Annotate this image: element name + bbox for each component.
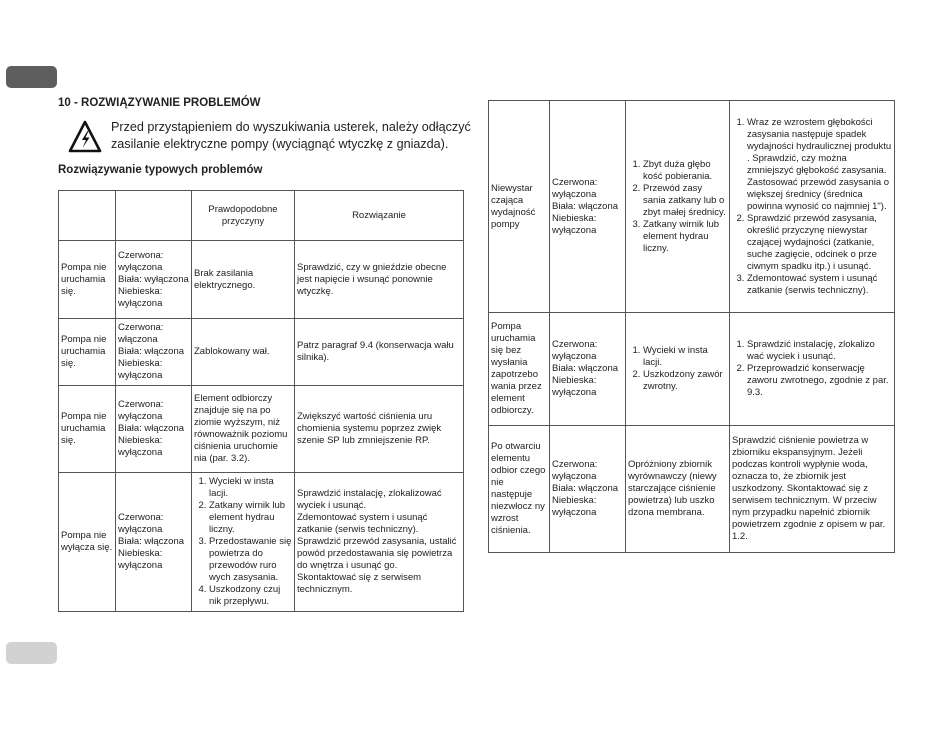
led-red: Czerwona: wyłączona: [552, 459, 598, 482]
solution-cell: [730, 313, 895, 426]
solution-cell: Sprawdzić, czy w gnieździe obecne jest napięcie i wsunąć ponownie wtyczkę.: [295, 241, 464, 319]
led-blue: Niebieska: wyłączona: [552, 495, 597, 518]
led-red: Czerwona: wyłączona: [118, 512, 164, 535]
solution-cell: [295, 473, 464, 612]
led-status-cell: [116, 386, 192, 473]
led-blue: Niebieska: wyłączona: [552, 375, 597, 398]
table-row: [59, 473, 464, 612]
led-white: Biała: włączona: [552, 200, 619, 212]
led-white: Biała: włączona: [118, 346, 185, 357]
led-white: Biała: włączona: [118, 536, 185, 547]
led-red: Czerwona: włączona: [118, 322, 164, 345]
led-white: Biała: włączona: [552, 363, 619, 374]
led-red: Czerwona: wyłączona: [552, 339, 598, 362]
led-blue: Niebieska: wyłączona: [118, 358, 163, 381]
cause-item: 4. Uszkodzony czuj nik przepływu.: [209, 584, 292, 608]
solution-line: Skontaktować się z serwisem technicznym.: [297, 572, 422, 595]
cause-cell: Brak zasilania elektrycznego.: [192, 241, 295, 319]
cause-item: 2. Przewód zasy sania zatkany lub o zbyt małej średnicy.: [643, 183, 727, 219]
solution-item: 2. Przeprowadzić konserwację zaworu zwrotnego, zgodnie z par. 9.3.: [747, 363, 892, 399]
page-tab-bottom: [6, 642, 57, 664]
led-blue: Niebieska: wyłączona: [552, 212, 597, 236]
cause-item: 3. Zatkany wirnik lub element hydrau liczny.: [643, 219, 727, 255]
led-status-cell: [116, 473, 192, 612]
led-white: Biała: wyłączona: [118, 273, 189, 285]
table-row: [489, 101, 895, 313]
led-blue: Niebieska: wyłączona: [118, 548, 163, 571]
led-status-cell: [550, 101, 626, 313]
led-blue: Niebieska: wyłączona: [118, 435, 163, 458]
led-red: Czerwona: wyłączona: [552, 176, 598, 200]
solution-line: Sprawdzić instalację, zlokalizować wyciek i usunąć.: [297, 488, 442, 511]
table-header-row: [59, 191, 464, 241]
solution-cell: Sprawdzić ciśnienie powietrza w zbiorniku ekspansyjnym. Jeżeli podczas kontroli wypłynie woda, oznacza to, że zbiornik jest uszkodzony. Skontaktować się z serwisem technicznym. W przeciw nym przypadku napełnić zbiornik powietrzem zgodnie z opisem w par. 1.2.: [730, 426, 895, 553]
solution-line: Sprawdzić przewód zasysania, ustalić powód przedostawania się powietrza do wnętrza i usunąć go.: [297, 536, 457, 571]
troubleshooting-table-right: [488, 100, 895, 553]
solution-cell: [730, 101, 895, 313]
header-cell: [59, 191, 116, 241]
led-red: Czerwona: wyłączona: [118, 249, 164, 273]
solution-item: 2. Sprawdzić przewód zasysania, określić przyczynę niewystar czającej wydajności (zatkanie, suche zagięcie, odcinek o prze ciwnym spadku itp.) i usunąć.: [747, 213, 892, 273]
table-row: [489, 313, 895, 426]
cause-cell: Element odbiorczy znajduje się na po ziomie wyższym, niż równoważnik poziomu ciśnienia uruchomie nia (par. 3.2).: [192, 386, 295, 473]
led-white: Biała: włączona: [118, 423, 185, 434]
solution-cell: Patrz paragraf 9.4 (konserwacja wału silnika).: [295, 319, 464, 386]
problem-cell: Po otwarciu elementu odbior czego nie następuje niezwłocz ny wzrost ciśnienia.: [489, 426, 550, 553]
problem-cell: Pompa nie wyłącza się.: [59, 473, 116, 612]
cause-cell: [626, 313, 730, 426]
problem-cell: Pompa uruchamia się bez wysłania zapotrzebo wania przez element odbiorczy.: [489, 313, 550, 426]
cause-cell: Zablokowany wał.: [192, 319, 295, 386]
header-cell: [116, 191, 192, 241]
solution-line: Zdemontować system i usunąć zatkanie (serwis techniczny).: [297, 512, 428, 535]
header-causes: Prawdopodobne przyczyny: [192, 191, 295, 241]
cause-cell: [626, 101, 730, 313]
table-row: [489, 426, 895, 553]
table-row: [59, 241, 464, 319]
led-white: Biała: włączona: [552, 483, 619, 494]
troubleshooting-table-left: [58, 190, 464, 612]
problem-cell: Pompa nie uruchamia się.: [59, 241, 116, 319]
solution-item: 1. Wraz ze wzrostem głębokości zasysania następuje spadek wydajności hydraulicznej produktu . Sprawdzić, czy można zmniejszyć głębokość zasysania. Zastosować przewód zasysania o większej średnicy (średnica powinna wynosić co najmniej 1").: [747, 117, 892, 213]
led-status-cell: [550, 313, 626, 426]
solution-cell: Zwiększyć wartość ciśnienia uru chomienia systemu poprzez zwięk szenie SP lub zmniejszenie RP.: [295, 386, 464, 473]
cause-item: 1. Wycieki w insta lacji.: [643, 345, 727, 369]
table-row: [59, 386, 464, 473]
led-status-cell: [116, 241, 192, 319]
problem-cell: Pompa nie uruchamia się.: [59, 319, 116, 386]
led-red: Czerwona: wyłączona: [118, 399, 164, 422]
cause-cell: Opróżniony zbiornik wyrównawczy (niewy starczające ciśnienie powietrza) lub uszko dzona membrana.: [626, 426, 730, 553]
subsection-title: Rozwiązywanie typowych problemów: [58, 164, 263, 176]
electric-hazard-icon: [68, 120, 102, 154]
led-status-cell: [550, 426, 626, 553]
led-blue: Niebieska: wyłączona: [118, 285, 163, 309]
cause-item: 1. Wycieki w insta lacji.: [209, 476, 292, 500]
cause-item: 3. Przedostawanie się powietrza do przewodów ruro wych zasysania.: [209, 536, 292, 584]
page-tab-top: [6, 66, 57, 88]
cause-cell: [192, 473, 295, 612]
cause-item: 2. Zatkany wirnik lub element hydrau liczny.: [209, 500, 292, 536]
table-row: [59, 319, 464, 386]
header-solution: Rozwiązanie: [295, 191, 464, 241]
led-status-cell: [116, 319, 192, 386]
problem-cell: Pompa nie uruchamia się.: [59, 386, 116, 473]
solution-item: 1. Sprawdzić instalację, zlokalizo wać wyciek i usunąć.: [747, 339, 892, 363]
cause-item: 1. Zbyt duża głębo kość pobierania.: [643, 159, 727, 183]
cause-item: 2. Uszkodzony zawór zwrotny.: [643, 369, 727, 393]
solution-item: 3. Zdemontować system i usunąć zatkanie (serwis techniczny).: [747, 273, 892, 297]
section-title: 10 - ROZWIĄZYWANIE PROBLEMÓW: [58, 97, 261, 109]
problem-cell: Niewystar czająca wydajność pompy: [489, 101, 550, 313]
warning-text: Przed przystąpieniem do wyszukiwania usterek, należy odłączyć zasilanie elektryczne pompy (wyciągnąć wtyczkę z gniazda).: [111, 120, 471, 151]
